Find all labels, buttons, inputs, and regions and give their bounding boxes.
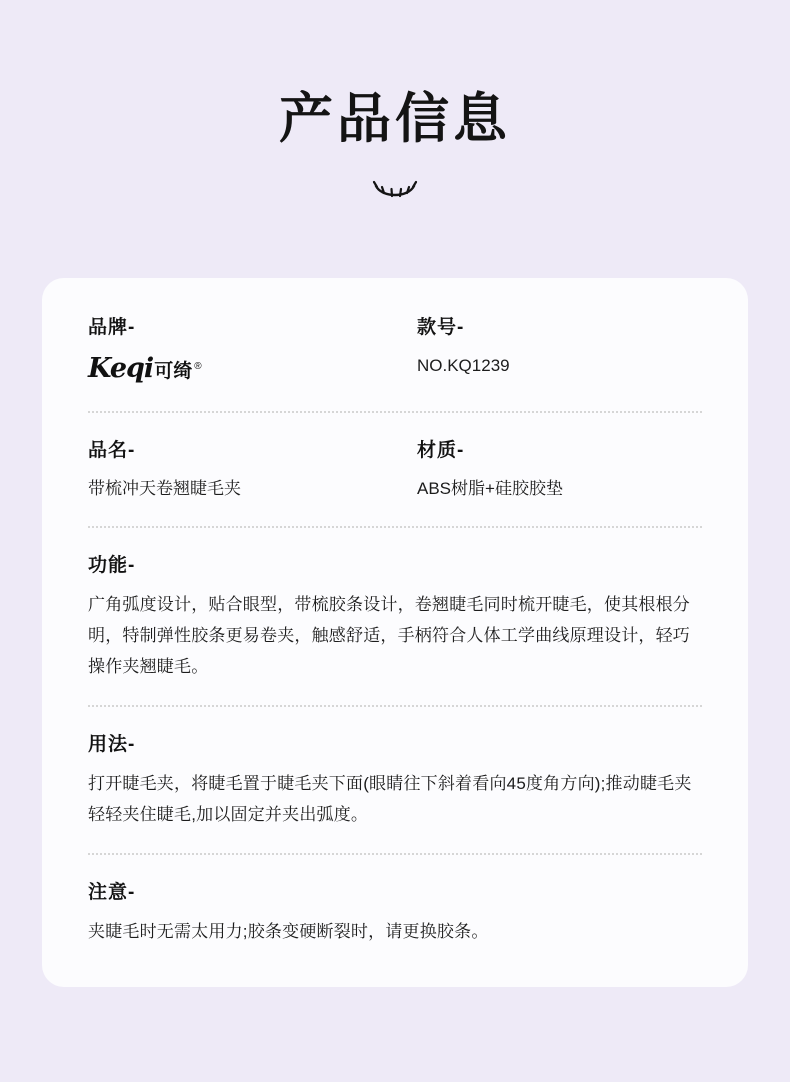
info-block-caution-label: 注意- — [88, 881, 136, 903]
info-block-caution-text: 夹睫毛时无需太用力;胶条变硬断裂时，请更换胶条。 — [88, 921, 489, 941]
info-block-function-label: 功能- — [88, 554, 136, 576]
brand-logo — [88, 353, 395, 387]
brand-logo-registered: ® — [194, 361, 202, 372]
field-product-name-label: 品名- — [88, 440, 136, 461]
info-block-function — [88, 550, 702, 683]
info-block-function-text: 广角弧度设计，贴合眼型，带梳胶条设计，卷翘睫毛同时梳开睫毛，使其根根分明，特制弹性胶条更易卷夹，触感舒适，手柄符合人体工学曲线原理设计，轻巧操作夹翘睫毛。 — [88, 594, 690, 677]
field-brand-label: 品牌- — [88, 317, 136, 338]
field-model — [395, 312, 702, 387]
info-block-usage-text: 打开睫毛夹，将睫毛置于睫毛夹下面(眼睛往下斜着看向45度角方向);推动睫毛夹轻轻夹住睫毛,加以固定并夹出弧度。 — [88, 773, 692, 825]
field-brand — [88, 312, 395, 387]
field-product-name-value: 带梳冲天卷翘睫毛夹 — [88, 479, 241, 498]
info-block-usage — [88, 729, 702, 831]
info-block-caution — [88, 877, 702, 947]
field-model-label: 款号- — [417, 317, 465, 338]
field-product-name — [88, 435, 395, 502]
divider — [88, 411, 702, 413]
info-block-usage-label: 用法- — [88, 733, 136, 755]
field-model-value: NO.KQ1239 — [417, 356, 510, 375]
info-row-product — [88, 435, 702, 504]
divider — [88, 526, 702, 528]
product-info-card — [42, 278, 748, 987]
field-material — [395, 435, 702, 502]
divider — [88, 853, 702, 855]
eyelash-icon — [372, 180, 418, 206]
field-material-label: 材质- — [417, 440, 465, 461]
page-title: 产品信息 — [279, 89, 511, 149]
brand-logo-cjk: 可绮 — [154, 361, 193, 382]
brand-logo-latin: Keqi — [88, 353, 154, 384]
info-row-brand — [88, 312, 702, 389]
field-material-value: ABS树脂+硅胶胶垫 — [417, 479, 563, 498]
divider — [88, 705, 702, 707]
